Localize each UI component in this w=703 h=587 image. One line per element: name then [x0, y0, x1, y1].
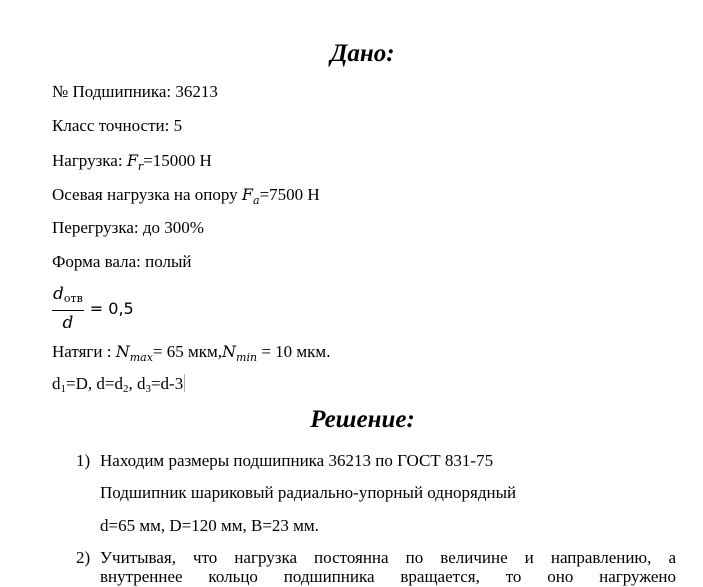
step-1-line-2: Подшипник шариковый радиально-упорный однорядный [100, 483, 517, 502]
axial-load-F: F [241, 185, 254, 204]
bore-ratio-numerator [52, 284, 84, 309]
step-2-line-2: внутреннее кольцо подшипника вращается, то оно нагружено [100, 567, 676, 586]
diameter-relations-line[interactable] [52, 374, 185, 399]
interference-label: Натяги : [52, 342, 116, 361]
radial-load-value: =15000 Н [143, 151, 212, 170]
relation-sub-1: 1 [60, 383, 66, 395]
bore-ratio-denominator: d [62, 313, 74, 333]
radial-load-F: F [126, 151, 138, 170]
shaft-form-line: Форма вала: полый [52, 252, 192, 271]
relation-part-2: =D, d=d [66, 374, 123, 393]
n-max-symbol [115, 342, 153, 364]
solution-heading: Решение: [310, 406, 415, 433]
n-max-N: N [115, 342, 130, 361]
relation-sub-2: 2 [122, 383, 129, 395]
given-heading: Дано: [330, 40, 395, 67]
axial-load-line [52, 185, 320, 211]
step-2-line-1: Учитывая, что нагрузка постоянна по величине и направлению, а [100, 548, 676, 567]
bearing-number-line: № Подшипника: 36213 [52, 82, 218, 101]
step-1-line-3: d=65 мм, D=120 мм, B=23 мм. [100, 516, 319, 535]
axial-load-label: Осевая нагрузка на опору [52, 185, 242, 204]
step-2-number: 2) [76, 548, 91, 567]
relation-part-1: d [52, 374, 61, 393]
interference-line [52, 342, 330, 368]
radial-load-symbol [126, 151, 144, 173]
relation-part-3: , d [128, 374, 146, 393]
fraction-bar [52, 310, 84, 311]
radial-load-subscript: r [137, 160, 144, 173]
radial-load-label: Нагрузка: [52, 151, 127, 170]
n-min-value: = 10 мкм. [257, 342, 331, 361]
bore-ratio-fraction [52, 284, 84, 333]
relation-sub-3: 3 [145, 383, 151, 395]
numerator-d: d [53, 284, 64, 304]
text-cursor [184, 374, 185, 392]
step-1-number: 1) [76, 451, 91, 470]
n-min-symbol [222, 342, 258, 364]
n-max-value: = 65 мкм, [152, 342, 223, 361]
axial-load-subscript: a [253, 194, 260, 207]
n-max-subscript: max [129, 351, 153, 364]
numerator-subscript: отв [63, 292, 83, 305]
bore-ratio-value: = 0,5 [89, 299, 134, 318]
n-min-N: N [222, 342, 237, 361]
axial-load-value: =7500 Н [259, 185, 320, 204]
overload-line: Перегрузка: до 300% [52, 218, 204, 237]
step-1-line-1: Находим размеры подшипника 36213 по ГОСТ 831-75 [100, 451, 494, 470]
axial-load-symbol [241, 185, 260, 207]
relation-part-4: =d-3 [150, 374, 184, 393]
radial-load-line [52, 151, 212, 177]
accuracy-class-line: Класс точности: 5 [52, 116, 183, 135]
n-min-subscript: min [236, 351, 258, 364]
bore-ratio-formula [52, 284, 134, 333]
